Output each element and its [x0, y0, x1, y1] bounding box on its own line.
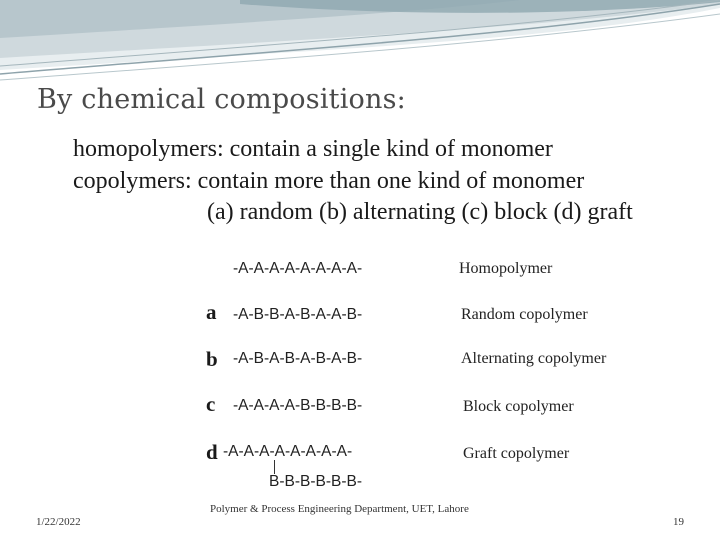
- footer-department: Polymer & Process Engineering Department, UET, Lahore: [210, 503, 469, 515]
- row-letter-d: d: [206, 440, 218, 464]
- random-copolymer-chain: -A-B-B-A-B-A-A-B-: [233, 306, 363, 323]
- slide-number: 19: [673, 516, 684, 528]
- alternating-copolymer-chain: -A-B-A-B-A-B-A-B-: [233, 350, 363, 367]
- graft-branch-link: [274, 460, 275, 474]
- copolymer-types: (a) random (b) alternating (c) block (d) graft: [207, 199, 633, 225]
- graft-copolymer-backbone: -A-A-A-A-A-A-A-A-: [223, 443, 353, 460]
- homopolymer-chain: -A-A-A-A-A-A-A-A-: [233, 260, 363, 277]
- copolymer-definition: copolymers: contain more than one kind of monomer: [73, 168, 585, 194]
- block-copolymer-label: Block copolymer: [463, 398, 574, 415]
- homopolymer-definition: homopolymers: contain a single kind of monomer: [73, 136, 553, 162]
- random-copolymer-label: Random copolymer: [461, 306, 588, 323]
- graft-copolymer-branch: B-B-B-B-B-B-: [269, 473, 362, 490]
- row-letter-b: b: [206, 347, 218, 371]
- graft-copolymer-label: Graft copolymer: [463, 445, 570, 462]
- footer-date: 1/22/2022: [36, 516, 81, 528]
- polymer-types-figure: [65, 128, 653, 498]
- row-letter-a: a: [206, 300, 217, 324]
- header-swoosh-decoration: [0, 0, 720, 90]
- alternating-copolymer-label: Alternating copolymer: [461, 350, 607, 367]
- block-copolymer-chain: -A-A-A-A-B-B-B-B-: [233, 397, 363, 414]
- homopolymer-label: Homopolymer: [459, 260, 553, 277]
- slide-title: By chemical compositions:: [37, 84, 406, 115]
- row-letter-c: c: [206, 392, 216, 416]
